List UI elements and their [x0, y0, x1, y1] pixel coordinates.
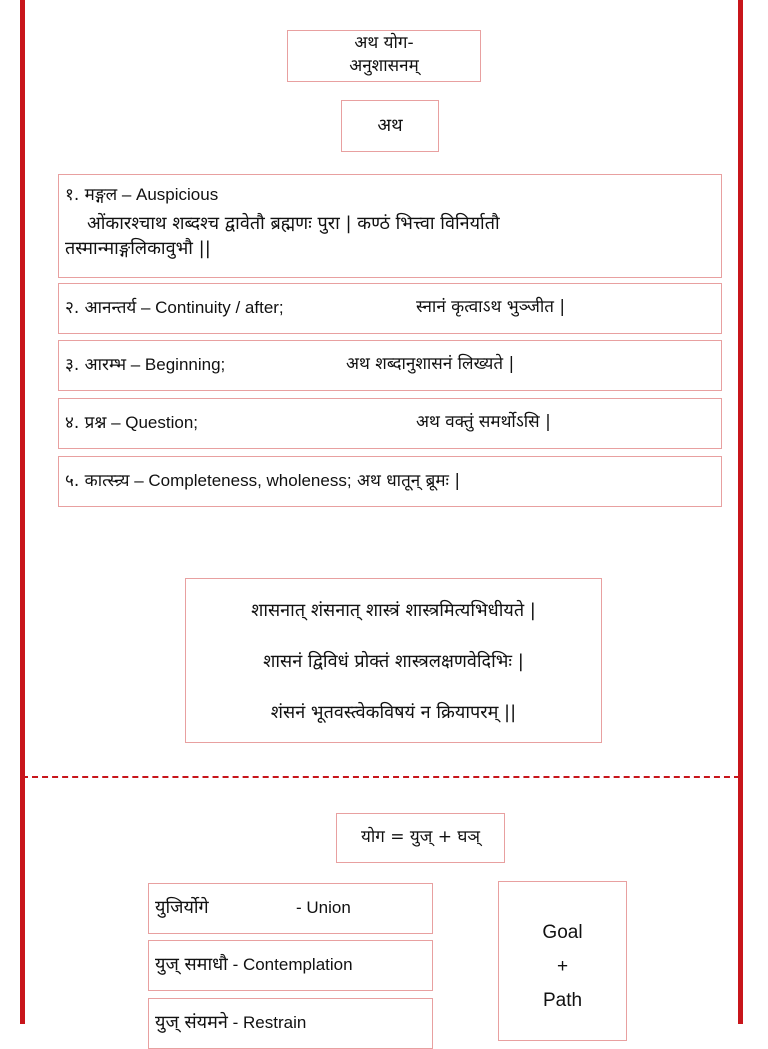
meaning-box-5 — [58, 456, 722, 507]
shastra-shloka-box — [185, 578, 602, 743]
goal-label: Goal — [542, 922, 583, 943]
meaning-english: – Auspicious — [117, 185, 219, 204]
yuj-meaning: - Restrain — [227, 1013, 307, 1032]
meaning-english: – Beginning; — [126, 355, 226, 374]
yuj-root-box-1 — [148, 883, 433, 934]
page-title — [287, 30, 481, 82]
verse-line-1: ओंकारश्चाथ शब्दश्च द्वावेतौ ब्रह्मणः पुरा | कण्ठं भित्त्वा विनिर्यातौ — [87, 213, 500, 234]
meaning-box-2 — [58, 283, 722, 334]
right-margin-line — [738, 0, 743, 1024]
plus-sign: + — [556, 956, 569, 977]
yuj-root: युज् समाधौ — [155, 954, 228, 975]
meaning-english: – Question; — [106, 413, 199, 432]
meaning-box-3 — [58, 340, 722, 391]
meaning-box-1 — [58, 174, 722, 278]
meaning-label: ४. प्रश्न — [65, 413, 107, 433]
yuj-meaning: - Contemplation — [227, 955, 353, 974]
meaning-label: १. मङ्गल — [65, 185, 118, 205]
title-line-1: अथ योग- — [354, 33, 414, 53]
yuj-root: युज् संयमने — [155, 1012, 228, 1033]
verse-line-2: तस्मान्माङ्गलिकावुभौ || — [65, 238, 211, 259]
goal-path-box — [498, 881, 627, 1041]
path-label: Path — [542, 990, 583, 1011]
yuj-root-box-2 — [148, 940, 433, 991]
atha-heading: अथ — [341, 100, 439, 152]
meaning-example: स्नानं कृत्वाऽथ भुञ्जीत | — [416, 297, 566, 317]
meaning-label: २. आनन्तर्य — [65, 298, 137, 318]
left-margin-line — [20, 0, 25, 1024]
title-line-2: अनुशासनम् — [349, 56, 419, 76]
yuj-root: युजिर्योगे — [155, 897, 209, 918]
shloka-line: शासनात् शंसनात् शास्त्रं शास्त्रमित्यभिधीयते | — [251, 600, 536, 621]
meaning-english: – Continuity / after; — [136, 298, 284, 317]
meaning-box-4 — [58, 398, 722, 449]
meaning-label: ५. कात्स्न्र्य — [65, 471, 130, 491]
meaning-example: अथ धातून् ब्रूमः | — [356, 471, 461, 491]
meaning-example: अथ वक्तुं समर्थोऽसि | — [416, 412, 551, 432]
shloka-line: शंसनं भूतवस्त्वेकविषयं न क्रियापरम् || — [270, 702, 517, 723]
meaning-example: अथ शब्दानुशासनं लिख्यते | — [346, 354, 515, 374]
meaning-label: ३. आरम्भ — [65, 355, 127, 375]
shloka-line: शासनं द्विविधं प्रोक्तं शास्त्रलक्षणवेदिभिः | — [263, 651, 524, 672]
yoga-etymology: योग = युज् + घञ् — [336, 813, 505, 863]
section-divider — [22, 776, 740, 778]
meaning-english: – Completeness, wholeness; — [129, 471, 352, 490]
yuj-meaning: - Union — [296, 898, 351, 917]
